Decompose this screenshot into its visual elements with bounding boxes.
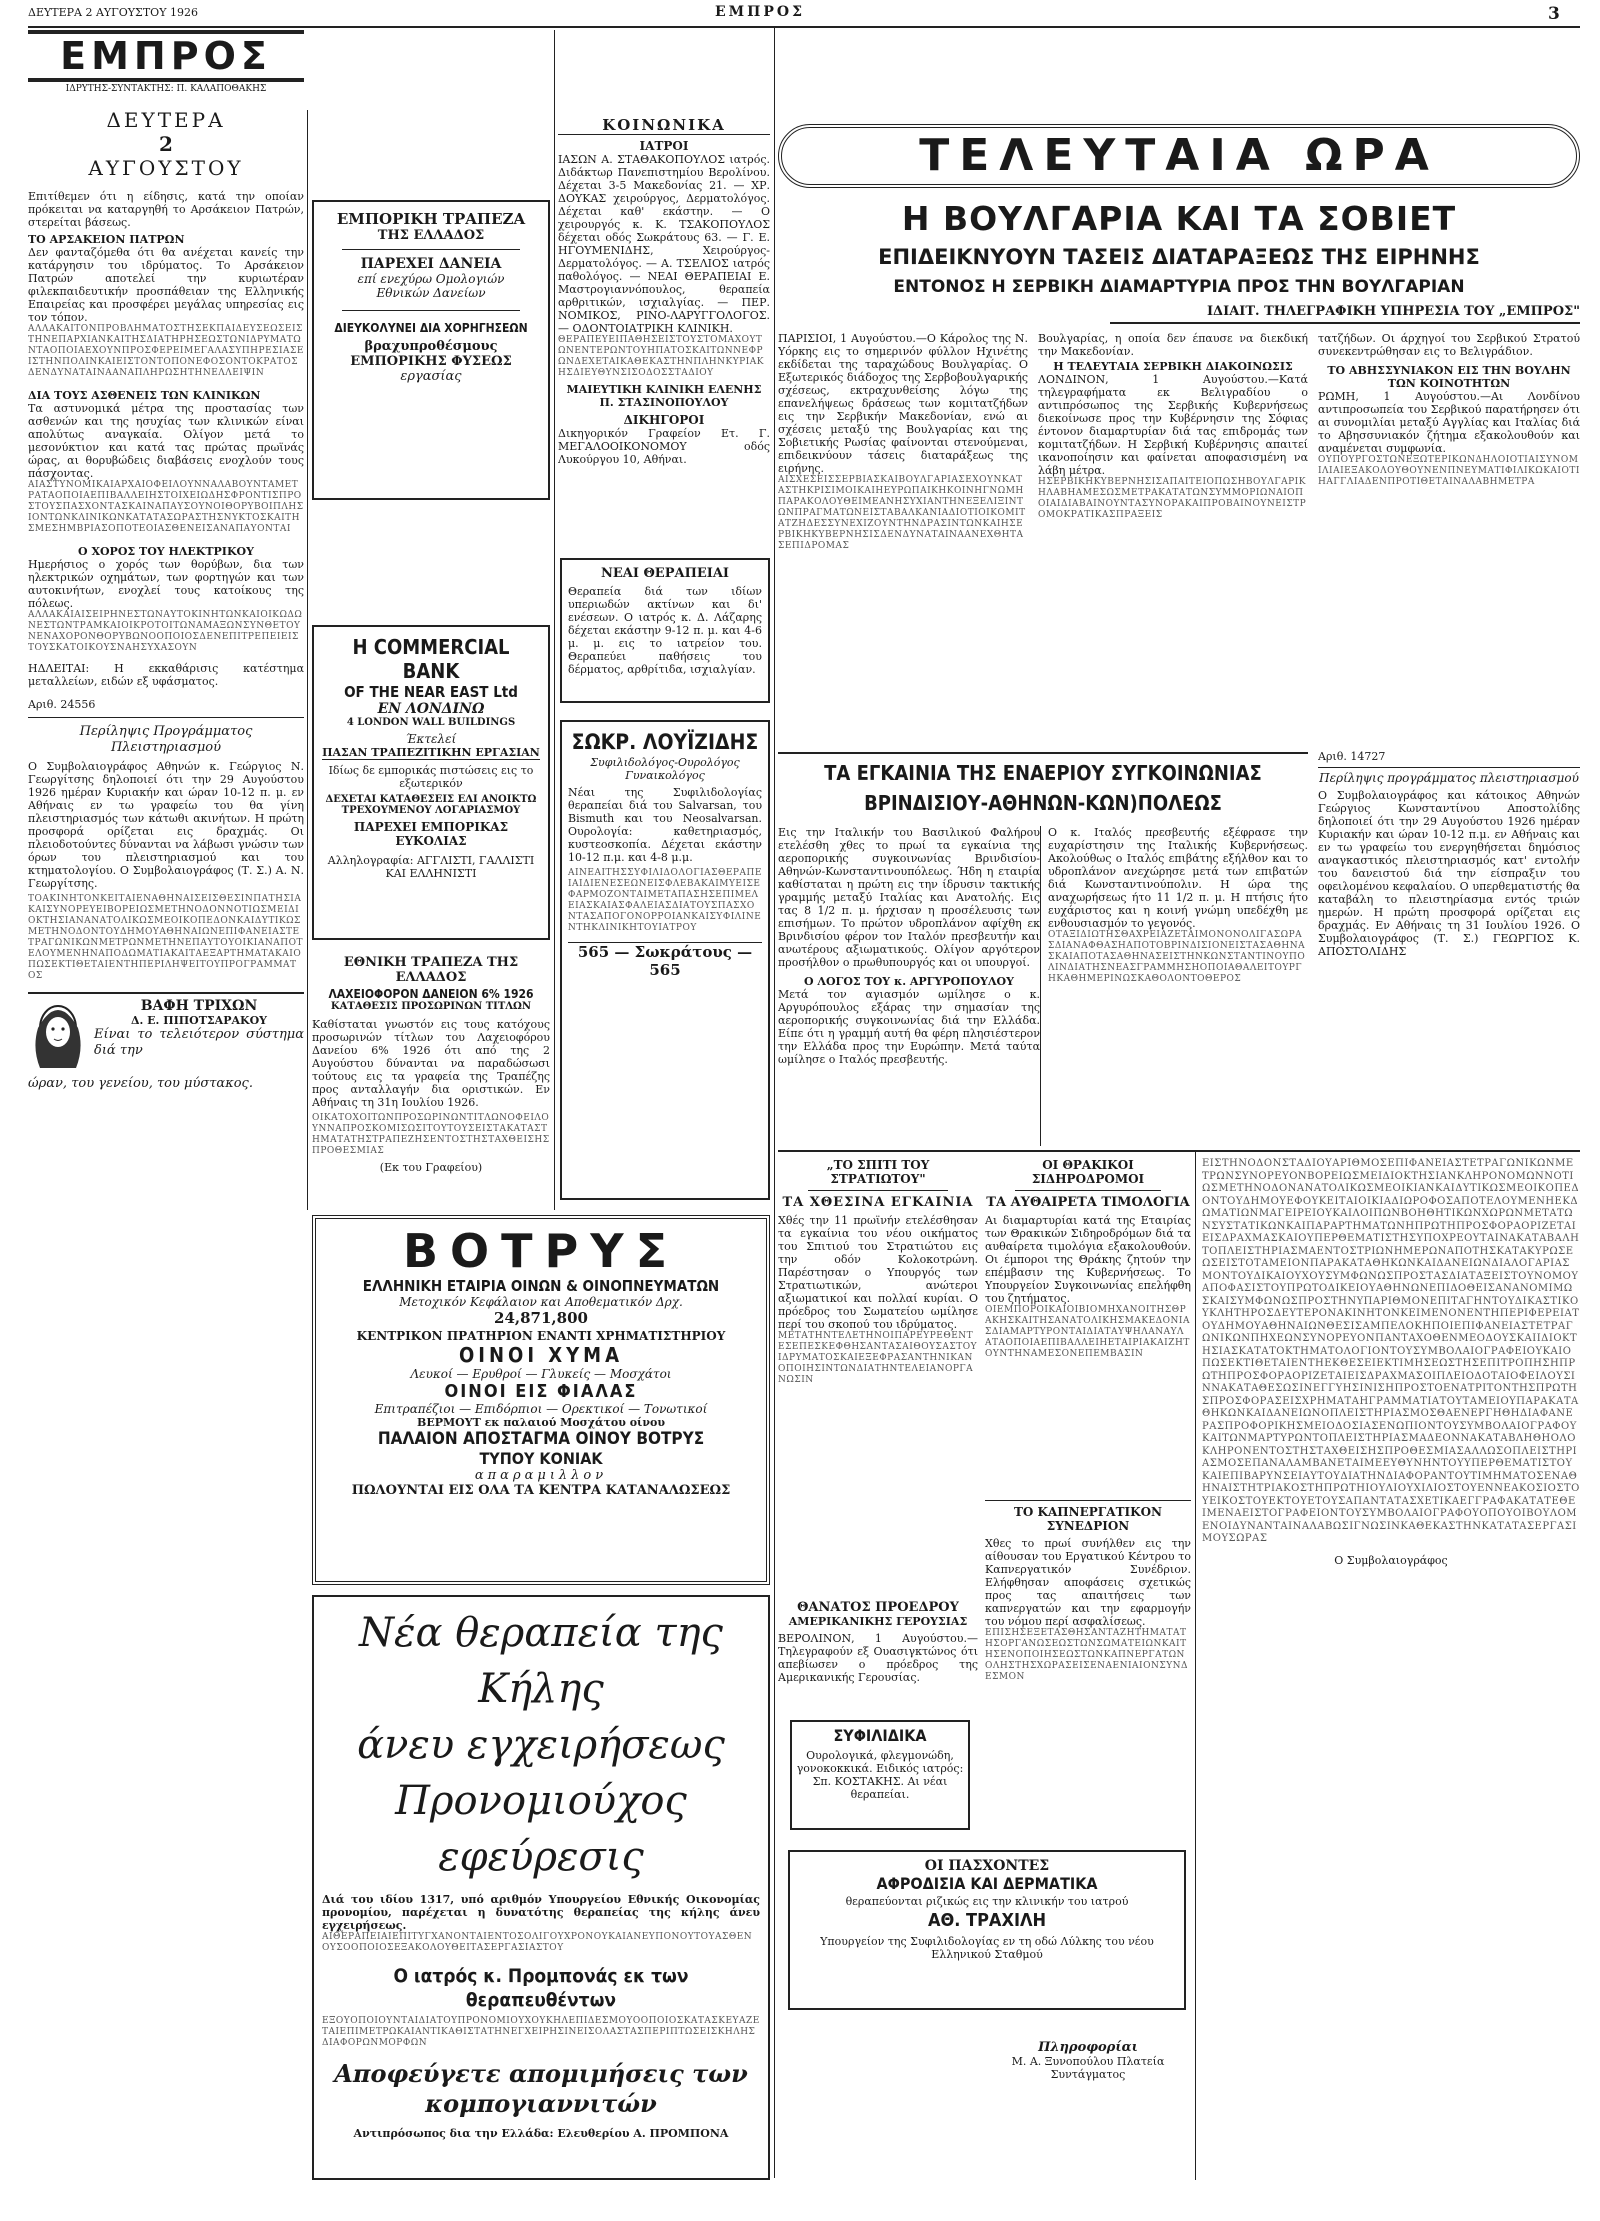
doctor-address: 565 — Σωκράτους — 565 (568, 942, 762, 979)
section-rule (778, 752, 1308, 754)
running-head: ΕΜΠΡΟΣ (714, 4, 805, 20)
ad-line: ΕΛΛΗΝΙΚΗ ΕΤΑΙΡΙΑ ΟΙΝΩΝ & ΟΙΝΟΠΝΕΥΜΑΤΩΝ (362, 1277, 720, 1295)
bank-line: Αλληλογραφία: ΑΓΓΛΙΣΤΙ, ΓΑΛΛΙΣΤΙ ΚΑΙ ΕΛΛΗΝΙΣΤΙ (327, 854, 535, 880)
story-text: ΠΑΡΙΣΙΟΙ, 1 Αυγούστου.—Ο Κάρολος της Ν. Υόρκης εις το σημερινόν φύλλον Ηχινέτης εκδίδεται της ταραχώδους Βουλγαρίας. Ο Εξωτερικός διάδοχος της Σερβοβουλγαρικής σχέσεως, εκτραχυνθείσης λόγω της επανελήψεως δράσεως των κομιτατζήδων εις την Σερβικήν Μακεδονίαν, ενώ αι σχέσεις μεταξύ της Βουλγαρίας και της Σοβιετικής Ρωσίας φαίνονται στενούμεναι, επιδεικνύουν τάσεις διαταράξεως της ειρήνης. (778, 332, 1028, 475)
hernia-treatment-ad: Νέα θεραπεία της Κήλης άνευ εγχειρήσεως Προνομιούχος εφεύρεσις Διά του ιδίου 1317, υπό αριθμόν Υπουργείου Εθνικής Οικονομίας προνομίου, παρέχεται η δυνατότης θεραπείας της κήλης άνευ εγχειρήσεως. ΑΙΘΕΡΑΠΕΙΑΙΕΠΙΤΥΓΧΑΝΟΝΤΑΙΕΝΤΟΣΟΛΙΓΟΥΧΡΟΝΟΥΚΑΙΑΝΕΥΠΟΝΟΥΤΟΥΑΣΘΕΝΟΥΣΟΟΠΟΙΟΣΕΞΑΚΟΛΟΥΘΕΙΤΑΣΕΡΓΑΣΙΑΣΤΟΥ Ο ιατρός κ. Προμπονάς εκ των θεραπευθέντων ΕΞΟΥΟΠΟΙΟΥΝΤΑΙΔΙΑΤΟΥΠΡΟΝΟΜΙΟΥΧΟΥΚΗΛΕΠΙΔΕΣΜΟΥΟΟΠΟΙΟΣΚΑΤΑΣΚΕΥΑΖΕΤΑΙΕΠΙΜΕΤΡΩΚΑΙΑΝΤΙΚΑΘΙΣΤΑΤΗΝΕΓΧΕΙΡΗΣΙΝΕΙΣΟΛΑΣΤΑΣΠΕΡΙΠΤΩΣΕΙΣΚΗΛΗΣΔΙΑΦΟΡΩΝΜΟΡΦΩΝ Αποφεύγετε απομιμήσεις των κομπογιαννιτών Αντιπρόσωπος δια την Ελλάδα: Ελευθερίου Α. ΠΡΟΜΠΟΝΑ (312, 1595, 770, 2180)
story-subheading: Ο ΛΟΓΟΣ ΤΟΥ κ. ΑΡΓΥΡΟΠΟΥΛΟΥ (804, 975, 1014, 988)
story-text: Χθες το πρωί συνήλθεν εις την αίθουσαν του Εργατικού Κέντρου το Καπνεργατικόν Συνέδριον. Ελήφθησαν αποφάσεις σχετικώς προς τας απαιτήσεις των καπνεργατών και την εφαρμογήν του νόμου περί ασφαλίσεως. (985, 1537, 1191, 1628)
story-subheading: ΤΟ ΑΒΗΣΣΥΝΙΑΚΟΝ ΕΙΣ ΤΗΝ ΒΟΥΛΗΝ ΤΩΝ ΚΟΙΝΟΤΗΤΩΝ (1327, 364, 1571, 390)
editor-line: ΙΔΡΥΤΗΣ-ΣΥΝΤΑΚΤΗΣ: Π. ΚΑΛΑΠΟΘΑΚΗΣ (65, 84, 267, 94)
ad-title: ΣΥΦΙΛΙΔΙΚΑ (833, 1726, 927, 1745)
bank-line: Εθνικών Δανείων (376, 286, 486, 300)
story-column: τατζήδων. Οι άρχηγοί του Σερβικού Στρατού συνεκεντρώθησαν εις το Βελιγράδιον. ΤΟ ΑΒΗΣΣΥΝΙΑΚΟΝ ΕΙΣ ΤΗΝ ΒΟΥΛΗΝ ΤΩΝ ΚΟΙΝΟΤΗΤΩΝ ΡΩΜΗ, 1 Αυγούστου.—Αι Λονδίνου αντιπροσωπεία του Σερβικού παρατήρησεν ότι αι συνομιλίαι μεταξύ Αγγλίας και Ιταλίας διά το Αβησσυνιακόν ζήτημα εξακολουθούν και αναμένεται συμφωνία. ΟΥΠΟΥΡΓΟΣΤΩΝΕΞΩΤΕΡΙΚΩΝΔΗΛΟΙΟΤΙΑΙΣΥΝΟΜΙΛΙΑΙΕΞΑΚΟΛΟΥΘΟΥΝΕΝΠΝΕΥΜΑΤΙΦΙΛΙΚΩΚΑΙΟΤΙΗΑΓΓΛΙΑΔΕΝΠΡΟΤΙΘΕΤΑΙΝΑΛΑΒΗΜΕΤΡΑ (1318, 332, 1580, 487)
bank-line: ΠΑΡΕΧΕΙ ΕΜΠΟΡΙΚΑΣ ΕΥΚΟΛΙΑΣ (353, 820, 509, 848)
reference-number: Αριθ. 14727 (1318, 750, 1386, 763)
ad-line: Επιτραπέζιοι — Επιδόρπιοι — Ορεκτικοί — Τονωτικοί (374, 1402, 708, 1416)
ad-line: ΚΕΝΤΡΙΚΟΝ ΠΡΑΤΗΡΙΟΝ ΕΝΑΝΤΙ ΧΡΗΜΑΤΙΣΤΗΡΙΟΥ (356, 1329, 726, 1343)
bank-line: επί ενεχύρω Ομολογιών (357, 272, 505, 286)
tobacco-congress-story: ΤΟ ΚΑΠΝΕΡΓΑΤΙΚΟΝ ΣΥΝΕΔΡΙΟΝ Χθες το πρωί συνήλθεν εις την αίθουσαν του Εργατικού Κέντρου το Καπνεργατικόν Συνέδριον. Ελήφθησαν αποφάσεις σχετικώς προς τας απαιτήσεις των καπνεργατών και την εφαρμογήν του νόμου περί ασφαλίσεως. ΕΠΙΣΗΣΕΞΕΤΑΣΘΗΣΑΝΤΑΖΗΤΗΜΑΤΑΤΗΣΟΡΓΑΝΩΣΕΩΣΤΩΝΣΩΜΑΤΕΙΩΝΚΑΙΤΗΣΕΝΟΠΟΙΗΣΕΩΣΤΩΝΚΑΠΝΕΡΓΑΤΩΝΟΛΗΣΤΗΣΧΩΡΑΣΕΙΣΕΝΑΕΝΙΑΙΟΝΣΥΝΔΕΣΜΟΝ (985, 1500, 1191, 1830)
bank-title: Η COMMERCIAL BANK (352, 635, 510, 683)
reference-number: Αριθ. 24556 (28, 698, 96, 711)
bank-subtitle: ΤΗΣ ΕΛΛΑΔΟΣ (377, 228, 485, 243)
ad-line: θεραπεύονται ριζικώς εις την κλινικήν του ιατρού (845, 1895, 1129, 1908)
story-text: Μετά τον αγιασμόν ωμίλησε ο κ. Αργυρόπουλος εξάρας την σημασίαν της αεροπορικής συγκοινωνίας διά την Ελλάδα. Είπε ότι η γραμμή αυτή θα φέρη πλησιέστερον την Ελλάδα προς την Ευρώπην. Μετά ταύτα ωμίλησε ο Ιταλός πρεσβευτής. (778, 988, 1040, 1066)
ad-line: ΑΦΡΟΔΙΣΙΑ ΚΑΙ ΔΕΡΜΑΤΙΚΑ (876, 1874, 1098, 1893)
section-heading: ΔΙΚΗΓΟΡΟΙ (623, 413, 705, 427)
story-text: Αι διαμαρτυρίαι κατά της Εταιρίας των Θρακικών Σιδηροδρόμων διά τα αυθαίρετα τιμολόγια εξακολουθούν. Οι έμποροι της Θράκης ζητούν την επέμβασιν της Κυβερνήσεως. Το Υπουργείον Συγκοινωνίας επελήφθη του ζητήματος. (985, 1214, 1191, 1305)
column-rule (1040, 826, 1041, 1146)
death-story (778, 1600, 978, 1710)
ad-line: Ο ιατρός κ. Προμπονάς εκ των θεραπευθέντων (393, 1965, 689, 2011)
bank-subtitle: ΛΑΧΕΙΟΦΟΡΟΝ ΔΑΝΕΙΟΝ 6% 1926 (328, 987, 534, 1001)
story-text: Χθές την 11 πρωϊνήν ετελέσθησαν τα εγκαίνια του νέου οικήματος του Σπιτιού του Στρατιώτου εις την οδόν Κολοκοτρώνη. Παρέστησαν ο Υπουργός των Στρατιωτικών, ανώτεροι αξιωματικοί και πολλαί κυρίαι. Ο πρόεδρος του Σωματείου ωμίλησε περί του σκοπού του ιδρύματος. (778, 1214, 978, 1331)
notice-heading: Περίληψις προγράμματος πλειστηριασμού (1319, 771, 1579, 785)
ad-line: 24,871,800 (494, 1309, 588, 1327)
story-heading: ΟΙ ΘΡΑΚΙΚΟΙ ΣΙΔΗΡΟΔΡΟΜΟΙ (1031, 1158, 1145, 1186)
clinic-name: ΜΑΙΕΥΤΙΚΗ ΚΛΙΝΙΚΗ ΕΛΕΝΗΣ Π. ΣΤΑΣΙΝΟΠΟΥΛΟΥ (566, 383, 762, 409)
section-heading: ΔΙΑ ΤΟΥΣ ΑΣΘΕΝΕΙΣ ΤΩΝ ΚΛΙΝΙΚΩΝ (28, 389, 261, 402)
story-text: ΒΕΡΟΛΙΝΟΝ, 1 Αυγούστου.—Τηλεγραφούν εξ Ουασιγκτώνος ότι απεβίωσεν ο πρόεδρος της Αμερικανικής Γερουσίας. (778, 1632, 978, 1684)
ad-maker: Δ. Ε. ΠΙΠΟΤΣΑΡΑΚΟΥ (130, 1014, 268, 1027)
bank-line: Ιδίως δε εμπορικάς πιστώσεις εις το εξωτερικόν (328, 764, 534, 790)
bank-notice: Καθίσταται γνωστόν εις τους κατόχους προσωρινών τίτλων του Λαχειοφόρου Δανείου 6% 1926 ότι από της 2 Αυγούστου δύνανται να παραδώσωσι τούτους εις τα γραφεία της Τραπέζης προς ανταλλαγήν δια οριστικών. Εν Αθήναις τη 31η Ιουλίου 1926. (312, 1018, 550, 1109)
ad-line: ΠΑΛΑΙΟΝ ΑΠΟΣΤΑΓΜΑ ΟΙΝΟΥ ΒΟΤΡΥΣ (377, 1429, 705, 1449)
doctors-listing: ΙΑΣΩΝ Α. ΣΤΑΘΑΚΟΠΟΥΛΟΣ ιατρός. Διδάκτωρ Πανεπιστημίου Βερολίνου. Δέχεται 3-5 Μακεδονίας 21. — ΧΡ. ΔΟΥΚΑΣ χειρούργος, Δερματολόγος. Δέχεται καθ' εκάστην. — Ο χειρουργός κ. Κ. ΤΣΑΚΟΠΟΥΛΟΣ δέχεται οδός Σωκράτους 63. — Γ. Ε. ΗΓΟΥΜΕΝΙΔΗΣ, Χειρούργος-Δερματολόγος. — Α. ΤΣΕΛΙΟΣ ιατρός παθολόγος. — ΝΕΑΙ ΘΕΡΑΠΕΙΑΙ Ε. Μαστρογιαννόπουλος, θεραπεία αρθριτικών, ισχιαλγίας. — ΠΕΡ. ΝΟΜΙΚΟΣ, ΡΙΝΟ-ΛΑΡΥΓΓΟΛΟΓΟΣ. — ΟΔΟΝΤΟΙΑΤΡΙΚΗ ΚΛΙΝΙΚΗ. (558, 153, 770, 335)
bank-signature: (Εκ του Γραφείου) (379, 1161, 483, 1174)
ad-warning: Αποφεύγετε απομιμήσεις των κομπογιαννιτών (334, 2059, 748, 2118)
bank-title: ΕΜΠΟΡΙΚΗ ΤΡΑΠΕΖΑ (336, 210, 526, 228)
notice-body: Ο Συμβολαιογράφος και κάτοικος Αθηνών Γεώργιος Κωνσταντίνου Αποστολίδης δηλοποιεί ότι την 29 Αυγούστου 1926 ημέραν Κυριακήν και ώραν 10-12 π.μ. εν Αθήναις και εν τω γραφείω του ενεργηθήσεται δημόσιος αναγκαστικός πλειστηριασμός κατ' εντολήν του δανειστού διά την είσπραξιν του οφειλομένου κεφαλαίου. Ο υπερθεματιστής θα καταβάλη το πλειστηρίασμα εντός τριών ημερών. Η πρώτη προσφορά ορίζεται εις δραχμάς. Εν Αθήναις τη 31 Ιουλίου 1926. Ο Συμβολαιογράφος (Τ. Σ.) ΓΕΩΡΓΙΟΣ Κ. ΑΠΟΣΤΟΛΙΔΗΣ (1318, 789, 1580, 958)
last-hour-banner (778, 124, 1580, 188)
story-subheading: ΤΑ ΧΘΕΣΙΝΑ ΕΓΚΑΙΝΙΑ (782, 1195, 974, 1210)
ad-line: ώραν, του γενείου, του μύστακος. (28, 1076, 253, 1091)
ad-line: ΤΥΠΟΥ ΚΟΝΙΑΚ (479, 1449, 603, 1468)
ad-line: Είναι το τελειότερον σύστημα διά την (94, 1027, 304, 1058)
story-heading: ΤΟ ΚΑΠΝΕΡΓΑΤΙΚΟΝ ΣΥΝΕΔΡΙΟΝ (985, 1500, 1191, 1533)
social-column: ΚΟΙΝΩΝΙΚΑ ΙΑΤΡΟΙ ΙΑΣΩΝ Α. ΣΤΑΘΑΚΟΠΟΥΛΟΣ ιατρός. Διδάκτωρ Πανεπιστημίου Βερολίνου. Δέχεται 3-5 Μακεδονίας 21. — ΧΡ. ΔΟΥΚΑΣ χειρούργος, Δερματολόγος. Δέχεται καθ' εκάστην. — Ο χειρουργός κ. Κ. ΤΣΑΚΟΠΟΥΛΟΣ δέχεται οδός Σωκράτους 63. — Γ. Ε. ΗΓΟΥΜΕΝΙΔΗΣ, Χειρούργος-Δερματολόγος. — Α. ΤΣΕΛΙΟΣ ιατρός παθολόγος. — ΝΕΑΙ ΘΕΡΑΠΕΙΑΙ Ε. Μαστρογιαννόπουλος, θεραπεία αρθριτικών, ισχιαλγίας. — ΠΕΡ. ΝΟΜΙΚΟΣ, ΡΙΝΟ-ΛΑΡΥΓΓΟΛΟΓΟΣ. — ΟΔΟΝΤΟΙΑΤΡΙΚΗ ΚΛΙΝΙΚΗ. ΘΕΡΑΠΕΥΕΙΠΑΘΗΣΕΙΣΤΟΥΣΤΟΜΑΧΟΥΤΩΝΕΝΤΕΡΩΝΤΟΥΗΠΑΤΟΣΚΑΙΤΩΝΝΕΦΡΩΝΔΕΧΕΤΑΙΚΑΘΕΚΑΣΤΗΝΠΛΗΝΚΥΡΙΑΚΗΣΔΙΕΥΘΥΝΣΙΣΟΔΟΣΣΤΑΔΙΟΥ ΜΑΙΕΥΤΙΚΗ ΚΛΙΝΙΚΗ ΕΛΕΝΗΣ Π. ΣΤΑΣΙΝΟΠΟΥΛΟΥ ΔΙΚΗΓΟΡΟΙ Δικηγορικόν Γραφείον Ετ. Γ. ΜΕΓΑΛΟΟΙΚΟΝΟΜΟΥ οδός Λυκούργου 10, Αθήναι. (558, 116, 770, 466)
story-heading: „ΤΟ ΣΠΙΤΙ ΤΟΥ ΣΤΡΑΤΙΩΤΟΥ" (826, 1158, 930, 1186)
bank-address: 4 LONDON WALL BUILDINGS (346, 717, 516, 728)
bank-line: Έκτελεί (405, 732, 457, 746)
bank-line: ΤΡΕΧΟΥΜΕΝΟΥ ΛΟΓΑΡΙΑΣΜΟΥ (341, 805, 521, 816)
thrace-railways-story: ΟΙ ΘΡΑΚΙΚΟΙ ΣΙΔΗΡΟΔΡΟΜΟΙ ΤΑ ΑΥΘΑΙΡΕΤΑ ΤΙΜΟΛΟΓΙΑ Αι διαμαρτυρίαι κατά της Εταιρίας των Θρακικών Σιδηροδρόμων διά τα αυθαίρετα τιμολόγια εξακολουθούν. Οι έμποροι της Θράκης ζητούν την επέμβασιν της Κυβερνήσεως. Το Υπουργείον Συγκοινωνίας επελήφθη του ζητήματος. ΟΙΕΜΠΟΡΟΙΚΑΙΟΙΒΙΟΜΗΧΑΝΟΙΤΗΣΘΡΑΚΗΣΚΑΙΤΗΣΑΝΑΤΟΛΙΚΗΣΜΑΚΕΔΟΝΙΑΣΔΙΑΜΑΡΤΥΡΟΝΤΑΙΔΙΑΤΑΥΨΗΛΑΝΑΥΛΑΤΑΟΠΟΙΑΕΠΙΒΑΛΛΕΙΗΕΤΑΙΡΙΑΚΑΙΖΗΤΟΥΝΤΗΝΑΜΕΣΟΝΕΠΕΜΒΑΣΙΝ (985, 1158, 1191, 1359)
doctor-name: ΣΩΚΡ. ΛΟΥΪΖΙΔΗΣ (571, 730, 759, 754)
story-column: Βουλγαρίας, η οποία δεν έπαυσε να διεκδική την Μακεδονίαν. Η ΤΕΛΕΥΤΑΙΑ ΣΕΡΒΙΚΗ ΔΙΑΚΟΙΝΩΣΙΣ ΛΟΝΔΙΝΟΝ, 1 Αυγούστου.—Κατά τηλεγραφήματα εκ Βελιγραδίου ο αντιπρόσωπος της Σερβικής Κυβερνήσεως διεκοίνωσε προς την Κυβέρνησιν της Σόφιας έντονον διαμαρτυρίαν διά τας επιδρομάς των κομιτατζήδων. Η Σερβική Κυβέρνησις απαιτεί ικανοποίησιν και φαίνεται αποφασισμένη να λάβη μέτρα. ΗΣΕΡΒΙΚΗΚΥΒΕΡΝΗΣΙΣΑΠΑΙΤΕΙΟΠΩΣΗΒΟΥΛΓΑΡΙΚΗΛΑΒΗΑΜΕΣΩΣΜΕΤΡΑΚΑΤΑΤΩΝΣΥΜΜΟΡΙΩΝΑΙΟΠΟΙΑΙΔΙΑΒΑΙΝΟΥΝΤΑΣΥΝΟΡΑΚΑΙΠΡΟΒΑΙΝΟΥΝΕΙΣΤΡΟΜΟΚΡΑΤΙΚΑΣΠΡΑΞΕΙΣ (1038, 332, 1308, 520)
bank-subtitle: OF THE NEAR EAST Ltd (344, 683, 518, 701)
brand-name: ΒΟΤΡΥΣ (403, 1224, 679, 1278)
section-heading: ΤΟ ΑΡΣΑΚΕΙΟΝ ΠΑΤΡΩΝ (28, 233, 185, 246)
soldier-home-story: „ΤΟ ΣΠΙΤΙ ΤΟΥ ΣΤΡΑΤΙΩΤΟΥ" ΤΑ ΧΘΕΣΙΝΑ ΕΓΚΑΙΝΙΑ Χθές την 11 πρωϊνήν ετελέσθησαν τα εγκαίνια του νέου οικήματος του Σπιτιού του Στρατιώτου εις την οδόν Κολοκοτρώνη. Παρέστησαν ο Υπουργός των Στρατιωτικών, ανώτεροι αξιωματικοί και πολλαί κυρίαι. Ο πρόεδρος του Σωματείου ωμίλησε περί του σκοπού του ιδρύματος. ΜΕΤΑΤΗΝΤΕΛΕΤΗΝΟΙΠΑΡΕΥΡΕΘΕΝΤΕΣΕΠΕΣΚΕΦΘΗΣΑΝΤΑΣΑΙΘΟΥΣΑΣΤΟΥΙΔΡΥΜΑΤΟΣΚΑΙΕΞΕΦΡΑΣΑΝΤΗΝΙΚΑΝΟΠΟΙΗΣΙΝΤΩΝΔΙΑΤΗΝΤΕΛΕΙΑΝΟΡΓΑΝΩΣΙΝ (778, 1158, 978, 1385)
date-line: ΔΕΥΤΕΡΑ 2 ΑΥΓΟΥΣΤΟΥ 1926 (28, 6, 198, 19)
notice-body: Ο Συμβολαιογράφος Αθηνών κ. Γεώργιος Ν. Γεωργίτσης δηλοποιεί ότι την 29 Αυγούστου 1926 ημέραν Κυριακήν και ώραν 10-12 π. μ. εν Αθήναις εν τω γραφείω του θα γίνη πλειστηριασμός των κάτωθι ακινήτων. Η πρώτη προσφορά ορίζεται εις δραχμάς. Οι πλειοδοτούντες δύνανται να λάβωσι γνώσιν των όρων του πλειστηριασμού και του κτηματολογίου. Ο Συμβολαιογράφος (Τ. Σ.) Α. Ν. Γεωργίτσης. (28, 760, 304, 890)
ad-body: Θεραπεία διά των ιδίων υπεριωδών ακτίνων και δι' ενέσεων. Ο ιατρός κ. Δ. Λάζαρης δέχεται εκάστην 9-12 π. μ. και 4-6 μ. μ. εις το ιατρείον του. Θεραπεύει παθήσεις του δέρματος, αρθρίτιδα, ισχιαλγίαν. (568, 585, 762, 676)
service-line: ΙΔΙΑΙΤ. ΤΗΛΕΓΡΑΦΙΚΗ ΥΠΗΡΕΣΙΑ ΤΟΥ „ΕΜΠΡΟΣ" (1110, 304, 1580, 324)
notice: ΗΔΛΕΙΤΑΙ: Η εκκαθάρισις κατέστημα μεταλλείων, ειδών εξ υφάσματος. (28, 662, 304, 688)
bank-line: ΠΑΡΕΧΕΙ ΔΑΝΕΙΑ (360, 256, 502, 272)
ad-line: ΑΘ. ΤΡΑΧΙΛΗ (927, 1910, 1047, 1931)
story-column: ΠΑΡΙΣΙΟΙ, 1 Αυγούστου.—Ο Κάρολος της Ν. Υόρκης εις το σημερινόν φύλλον Ηχινέτης εκδίδεται της ταραχώδους Βουλγαρίας. Ο Εξωτερικός διάδοχος της Σερβοβουλγαρικής σχέσεως, εκτραχυνθείσης λόγω της επανελήψεως δράσεως των κομιτατζήδων εις την Σερβικήν Μακεδονίαν, ενώ αι σχέσεις μεταξύ της Βουλγαρίας και της Σοβιετικής Ρωσίας φαίνονται στενούμεναι, επιδεικνύουν τάσεις διαταράξεως της ειρήνης. ΑΙΣΧΕΣΕΙΣΣΕΡΒΙΑΣΚΑΙΒΟΥΛΓΑΡΙΑΣΕΧΟΥΝΚΑΤΑΣΤΗΚΡΙΣΙΜΟΙΚΑΙΗΕΥΡΩΠΑΙΚΗΚΟΙΝΗΓΝΩΜΗΠΑΡΑΚΟΛΟΥΘΕΙΜΕΑΝΗΣΥΧΙΑΝΤΗΝΕΞΕΛΙΞΙΝΤΩΝΠΡΑΓΜΑΤΩΝΕΙΣΤΑΒΑΛΚΑΝΙΑΔΙΟΤΙΟΙΚΟΜΙΤΑΤΖΗΔΕΣΣΥΝΕΧΙΖΟΥΝΤΗΝΔΡΑΣΙΝΤΩΝΚΑΙΗΣΕΡΒΙΚΗΚΥΒΕΡΝΗΣΙΣΔΕΝΔΥΝΑΤΑΙΝΑΑΝΕΧΘΗΤΑΣΕΠΙΔΡΟΜΑΣ (778, 332, 1028, 551)
story-subheading: Η ΤΕΛΕΥΤΑΙΑ ΣΕΡΒΙΚΗ ΔΙΑΚΟΙΝΩΣΙΣ (1053, 360, 1293, 373)
left-column: ΕΜΠΡΟΣ ΙΔΡΥΤΗΣ-ΣΥΝΤΑΚΤΗΣ: Π. ΚΑΛΑΠΟΘΑΚΗΣ ΔΕΥΤΕΡΑ 2 ΑΥΓΟΥΣΤΟΥ Επιτίθεμεν ότι η είδησις, κατά την οποίαν πρόκειται να καταργηθή το Αρσάκειον Πατρών, στερείται βάσεως. ΤΟ ΑΡΣΑΚΕΙΟΝ ΠΑΤΡΩΝ Δεν φανταζόμεθα ότι θα ανέχεται κανείς την κατάργησιν του ιδρύματος. Το Αρσάκειον Πατρών αποτελεί την κυριωτέραν φιλεκπαιδευτικήν προσπάθειαν της Ελληνικής Επαιρείας και προσφέρει μεγάλας υπηρεσίας εις τον τόπον. ΑΛΛΑΚΑΙΤΟΝΠΡΟΒΛΗΜΑΤΟΣΤΗΣΕΚΠΑΙΔΕΥΣΕΩΣΕΙΣΤΗΝΕΠΑΡΧΙΑΝΚΑΙΤΗΣΔΙΑΤΗΡΗΣΕΩΣΤΩΝΙΔΡΥΜΑΤΩΝΤΑΟΠΟΙΑΕΧΟΥΝΠΡΟΣΦΕΡΕΙΜΕΓΑΛΑΣΥΠΗΡΕΣΙΑΣΕΙΣΤΗΝΠΟΛΙΝΚΑΙΕΙΣΤΟΝΤΟΠΟΝΕΦΟΣΟΝΤΟΚΡΑΤΟΣΔΕΝΔΥΝΑΤΑΙΝΑΑΝΑΠΛΗΡΩΣΗΤΗΝΕΛΛΕΙΨΙΝ ΔΙΑ ΤΟΥΣ ΑΣΘΕΝΕΙΣ ΤΩΝ ΚΛΙΝΙΚΩΝ Τα αστυνομικά μέτρα της προστασίας των ασθενών και της ησυχίας των κλινικών είναι απολύτως αναγκαία. Ολίγον μετά το μεσονύκτιον και κατά τας πρώτας πρωϊνάς ώρας, αι θορυβώδεις διαβάσεις ενοχλούν τους πάσχοντας. ΑΙΑΣΤΥΝΟΜΙΚΑΙΑΡΧΑΙΟΦΕΙΛΟΥΝΝΑΛΑΒΟΥΝΤΑΜΕΤΡΑΤΑΟΠΟΙΑΕΠΙΒΑΛΛΕΙΗΣΤΟΙΧΕΙΩΔΗΣΦΡΟΝΤΙΣΠΡΟΣΤΟΥΣΠΑΣΧΟΝΤΑΣΚΑΙΝΑΠΑΥΣΟΥΝΟΙΘΟΡΥΒΟΙΠΛΗΣΙΟΝΤΩΝΚΛΙΝΙΚΩΝΚΑΤΑΤΑΣΩΡΑΣΤΗΣΝΥΚΤΟΣΚΑΙΤΗΣΜΕΣΗΜΒΡΙΑΣΟΠΟΤΕΟΙΑΣΘΕΝΕΙΣΑΝΑΠΑΥΟΝΤΑΙ Ο ΧΟΡΟΣ ΤΟΥ ΗΛΕΚΤΡΙΚΟΥ Ημερήσιος ο χορός των θορύβων, δια των ηλεκτρικών οχημάτων, των φορτηγών και των αυτοκινήτων, ενοχλεί τους κατοίκους της πόλεως. ΑΛΛΑΚΑΙΑΙΣΕΙΡΗΝΕΣΤΩΝΑΥΤΟΚΙΝΗΤΩΝΚΑΙΟΙΚΩΔΩΝΕΣΤΩΝΤΡΑΜΚΑΙΟΙΚΡΟΤΟΙΤΩΝΑΜΑΞΩΝΣΥΝΘΕΤΟΥΝΕΝΑΧΟΡΟΝΘΟΡΥΒΩΝΟΟΠΟΙΟΣΔΕΝΕΠΙΤΡΕΠΕΙΕΙΣΤΟΥΣΚΑΤΟΙΚΟΥΣΝΑΗΣΥΧΑΣΟΥΝ ΗΔΛΕΙΤΑΙ: Η εκκαθάρισις κατέστημα μεταλλείων, ειδών εξ υφάσματος. Αριθ. 24556 Περίληψις Προγράμματος Πλειστηριασμού Ο Συμβολαιογράφος Αθηνών κ. Γεώργιος Ν. Γεωργίτσης δηλοποιεί ότι την 29 Αυγούστου 1926 ημέραν Κυριακήν και ώραν 10-12 π. μ. εν Αθήναις εν τω γραφείω του θα γίνη πλειστηριασμός των κάτωθι ακινήτων. Η πρώτη προσφορά ορίζεται εις δραχμάς. Οι πλειοδοτούντες δύνανται να λάβωσι γνώσιν των όρων του πλειστηριασμού και του κτηματολογίου. Ο Συμβολαιογράφος (Τ. Σ.) Α. Ν. Γεωργίτσης. ΤΟΑΚΙΝΗΤΟΝΚΕΙΤΑΙΕΝΑΘΗΝΑΙΣΕΙΣΘΕΣΙΝΠΑΤΗΣΙΑΚΑΙΣΥΝΟΡΕΥΕΙΒΟΡΕΙΩΣΜΕΤΗΝΟΔΟΝΝΟΤΙΩΣΜΕΙΔΙΟΚΤΗΣΙΑΝΑΝΑΤΟΛΙΚΩΣΜΕΟΙΚΟΠΕΔΟΝΚΑΙΔΥΤΙΚΩΣΜΕΤΗΝΟΔΟΝΤΟΥΔΗΜΟΥΑΘΗΝΑΙΩΝΕΠΙΦΑΝΕΙΑΣΤΕΤΡΑΓΩΝΙΚΩΝΜΕΤΡΩΝΜΕΤΗΝΕΠΑΥΤΟΥΟΙΚΙΑΝΑΠΟΤΕΛΟΥΜΕΝΗΝΑΠΟΔΩΜΑΤΙΑΚΑΙΤΑΕΞΑΡΤΗΜΑΤΑΚΑΙΟΠΩΣΕΚΤΙΘΕΤΑΙΕΝΤΗΠΕΡΙΛΗΨΕΙΤΟΥΠΡΟΓΡΑΜΜΑΤΟΣ ΒΑΦΗ ΤΡΙΧΩΝ Δ. Ε. ΠΙΠΟΤΣΑΡΑΚΟΥ Είναι το τελειότερον σύστημα διά την ώραν, του γενείου, του μύστακος. (28, 30, 304, 2190)
subheadline: ΕΠΙΔΕΙΚΝΥΟΥΝ ΤΑΣΕΙΣ ΔΙΑΤΑΡΑΞΕΩΣ ΤΗΣ ΕΙΡΗΝΗΣ (878, 245, 1480, 269)
bank-line: ΠΑΣΑΝ ΤΡΑΠΕΖΙΤΙΚΗΝ ΕΡΓΑΣΙΑΝ (322, 746, 540, 759)
emporiki-bank-ad (312, 200, 550, 500)
ad-headline: Νέα θεραπεία της Κήλης (359, 1610, 723, 1712)
section-rule (778, 1150, 1580, 1152)
editorial-paragraph: Ημερήσιος ο χορός των θορύβων, δια των ηλεκτρικών οχημάτων, των φορτηγών και των αυτοκινήτων, ενοχλεί τους κατοίκους της πόλεως. (28, 558, 304, 610)
bank-city: ΕΝ ΛΟΝΔΙΝΩ (377, 701, 485, 717)
info-line: Μ. Α. Ξυνοπούλου Πλατεία Συντάγματος (1011, 2055, 1165, 2081)
editorial-paragraph: Επιτίθεμεν ότι η είδησις, κατά την οποίαν πρόκειται να καταργηθή το Αρσάκειον Πατρών, στερείται βάσεως. (28, 190, 304, 229)
ad-line: Υπουργείον της Συφιλιδολογίας εν τη οδώ Λύλκης του νέου Ελληνικού Σταθμού (820, 1935, 1154, 1961)
column-rule (774, 28, 775, 2178)
ad-line: ΟΙ ΠΑΣΧΟΝΤΕΣ (924, 1858, 1050, 1874)
new-therapies-ad (560, 558, 770, 703)
botrys-wine-ad (312, 1215, 770, 1585)
notice-signature: Ο Συμβολαιογράφος (1334, 1553, 1448, 1567)
headline: ΤΑ ΕΓΚΑΙΝΙΑ ΤΗΣ ΕΝΑΕΡΙΟΥ ΣΥΓΚΟΙΝΩΝΙΑΣ (824, 761, 1262, 785)
day-number: 2 (159, 132, 173, 156)
top-rule (28, 26, 1580, 28)
info-title: Πληροφορίαι (1038, 2040, 1138, 2055)
ad-line: Λευκοί — Ερυθροί — Γλυκείς — Μοσχάτοι (410, 1367, 672, 1381)
headline: ΒΡΙΝΔΙΣΙΟΥ-ΑΘΗΝΩΝ-ΚΩΝ)ΠΟΛΕΩΣ (864, 791, 1222, 815)
story-text: ΛΟΝΔΙΝΟΝ, 1 Αυγούστου.—Κατά τηλεγραφήματα εκ Βελιγραδίου ο αντιπρόσωπος της Σερβικής Κυβερνήσεως διεκοίνωσε προς την Κυβέρνησιν της Σόφιας έντονον διαμαρτυρίαν διά τας επιδρομάς των κομιτατζήδων. Η Σερβική Κυβέρνησις απαιτεί ικανοποίησιν και φαίνεται αποφασισμένη να λάβη μέτρα. (1038, 373, 1308, 477)
banner-text: ΤΕΛΕΥΤΑΙΑ ΩΡΑ (919, 130, 1439, 181)
story-heading: ΘΑΝΑΤΟΣ ΠΡΟΕΔΡΟΥ (797, 1600, 959, 1615)
story-text: ΡΩΜΗ, 1 Αυγούστου.—Αι Λονδίνου αντιπροσωπεία του Σερβικού παρατήρησεν ότι αι συνομιλίαι μεταξύ Αγγλίας και Ιταλίας διά το Αβησσυνιακόν ζήτημα εξακολουθούν και αναμένεται συμφωνία. (1318, 390, 1580, 455)
section-heading: Ο ΧΟΡΟΣ ΤΟΥ ΗΛΕΚΤΡΙΚΟΥ (78, 545, 254, 558)
syphilis-clinic-ad (790, 1720, 970, 1830)
subheadline: ΕΝΤΟΝΟΣ Η ΣΕΡΒΙΚΗ ΔΙΑΜΑΡΤΥΡΙΑ ΠΡΟΣ ΤΗΝ ΒΟΥΛΓΑΡΙΑΝ (893, 277, 1465, 297)
info-box (985, 2040, 1191, 2100)
story-text: τατζήδων. Οι άρχηγοί του Σερβικού Στρατού συνεκεντρώθησαν εις το Βελιγράδιον. (1318, 332, 1580, 358)
national-bank-ad: ΕΘΝΙΚΗ ΤΡΑΠΕΖΑ ΤΗΣ ΕΛΛΑΔΟΣ ΛΑΧΕΙΟΦΟΡΟΝ ΔΑΝΕΙΟΝ 6% 1926 ΚΑΤΑΘΕΣΙΣ ΠΡΟΣΩΡΙΝΩΝ ΤΙΤΛΩΝ Καθίσταται γνωστόν εις τους κατόχους προσωρινών τίτλων του Λαχειοφόρου Δανείου 6% 1926 ότι από της 2 Αυγούστου δύνανται να παραδώσωσι τούτους εις τα γραφεία της Τραπέζης προς ανταλλαγήν δια οριστικών. Εν Αθήναις τη 31η Ιουλίου 1926. ΟΙΚΑΤΟΧΟΙΤΩΝΠΡΟΣΩΡΙΝΩΝΤΙΤΛΩΝΟΦΕΙΛΟΥΝΝΑΠΡΟΣΚΟΜΙΣΩΣΙΤΟΥΤΟΥΣΕΙΣΤΑΚΑΤΑΣΤΗΜΑΤΑΤΗΣΤΡΑΠΕΖΗΣΕΝΤΟΣΤΗΣΤΑΧΘΕΙΣΗΣΠΡΟΘΕΣΜΙΑΣ (Εκ του Γραφείου) (312, 955, 550, 1174)
ad-line: Μετοχικόν Κεφάλαιον και Αποθεματικόν Δρχ. (399, 1295, 683, 1309)
weekday: ΔΕΥΤΕΡΑ (106, 108, 226, 132)
story-text: Βουλγαρίας, η οποία δεν έπαυσε να διεκδική την Μακεδονίαν. (1038, 332, 1308, 358)
lawyer-listing: Δικηγορικόν Γραφείον Ετ. Γ. ΜΕΓΑΛΟΟΙΚΟΝΟΜΟΥ οδός Λυκούργου 10, Αθήναι. (558, 427, 770, 466)
louizidis-ad: ΣΩΚΡ. ΛΟΥΪΖΙΔΗΣ Συφιλιδολόγος-Ουρολόγος Γυναικολόγος Νέαι της Συφιλιδολογίας θεραπείαι διά του Salvarsan, του Bismuth και του Neosalvarsan. Ουρολογία: καθετηριασμός, κυστεοσκοπία. Δέχεται εκάστην 10-12 π.μ. και 4-8 μ.μ. ΑΙΝΕΑΙΤΗΣΣΥΦΙΛΙΔΟΛΟΓΙΑΣΘΕΡΑΠΕΙΑΙΔΙΕΝΕΣΕΩΝΕΙΣΦΛΕΒΑΚΑΙΜΥΕΙΣΕΦΑΡΜΟΖΟΝΤΑΙΜΕΤΑΠΑΣΗΣΕΠΙΜΕΛΕΙΑΣΚΑΙΑΣΦΑΛΕΙΑΣΔΙΑΤΟΥΣΠΑΣΧΟΝΤΑΣΑΠΟΓΟΝΟΡΡΟΙΑΝΚΑΙΣΥΦΙΛΙΝΕΝΤΗΚΛΙΝΙΚΗΤΟΥΙΑΤΡΟΥ 565 — Σωκράτους — 565 (560, 720, 770, 1200)
ad-headline: Προνομιούχος εφεύρεσις (395, 1778, 687, 1880)
woman-portrait-icon (28, 998, 88, 1076)
story-subheading: ΑΜΕΡΙΚΑΝΙΚΗΣ ΓΕΡΟΥΣΙΑΣ (788, 1615, 968, 1628)
column-rule (307, 110, 308, 1210)
bank-line: ΔΕΧΕΤΑΙ ΚΑΤΑΘΕΣΕΙΣ ΕΛΙ ΑΝΟΙΚΤΩ (325, 794, 537, 805)
bank-subtitle: ΚΑΤΑΘΕΣΙΣ ΠΡΟΣΩΡΙΝΩΝ ΤΙΤΛΩΝ (330, 1001, 532, 1012)
ad-body: Ουρολογικά, φλεγμονώδη, γονοκοκκικά. Ειδικός ιατρός: Σπ. ΚΟΣΤΑΚΗΣ. Αι νέαι θεραπείαι. (796, 1749, 964, 1801)
ad-line: ΟΙΝΟΙ ΧΥΜΑ (458, 1343, 624, 1367)
editorial-paragraph: Δεν φανταζόμεθα ότι θα ανέχεται κανείς την κατάργησιν του ιδρύματος. Το Αρσάκειον Πατρών αποτελεί την κυριωτέραν φιλεκπαιδευτικήν προσπάθειαν της Ελληνικής Επαιρείας και προσφέρει μεγάλας υπηρεσίας εις τον τόπον. (28, 246, 304, 324)
ad-body: Διά του ιδίου 1317, υπό αριθμόν Υπουργείου Εθνικής Οικονομίας προνομίου, παρέχεται η δυνατότης θεραπείας της κήλης άνευ εγχειρήσεως. (322, 1893, 760, 1932)
bank-line: βραχυπροθέσμους ΕΜΠΟΡΙΚΗΣ ΦΥΣΕΩΣ (350, 339, 512, 369)
editorial-paragraph: Τα αστυνομικά μέτρα της προστασίας των ασθενών και της ησυχίας των κλινικών είναι απολύτως αναγκαία. Ολίγον μετά το μεσονύκτιον και κατά τας πρώτας πρωϊνάς ώρας, αι θορυβώδεις διαβάσεις ενοχλούν τους πάσχοντας. (28, 402, 304, 480)
bank-line: εργασίας (400, 369, 462, 384)
venereal-clinic-ad (788, 1850, 1186, 2010)
story-text: Ο κ. Ιταλός πρεσβευτής εξέφρασε την ευχαρίστησιν της Ιταλικής Κυβερνήσεως. Ακολούθως ο Ιταλός επιβάτης εξήλθον και το υδροπλάνον ανεχώρησε μετά των επιβατών διά Κωνσταντινούπολιν. Η ώρα της αναχωρήσεως ήτο 11 1/2 π. μ. Η πτήσις ήτο ευχάριστος και η κοινή γνώμη υπεδέχθη με ενθουσιασμόν το γεγονός. (1048, 826, 1308, 930)
ad-line: απαραμιλλον (474, 1468, 608, 1483)
bank-line: ΔΙΕΥΚΟΛΥΝΕΙ ΔΙΑ ΧΟΡΗΓΗΣΕΩΝ (334, 321, 528, 335)
bank-title: ΕΘΝΙΚΗ ΤΡΑΠΕΖΑ ΤΗΣ ΕΛΛΑΔΟΣ (343, 955, 519, 985)
auction-notice-continued: ΕΙΣΤΗΝΟΔΟΝΣΤΑΔΙΟΥΑΡΙΘΜΟΣΕΠΙΦΑΝΕΙΑΣΤΕΤΡΑΓΩΝΙΚΩΝΜΕΤΡΩΝΣΥΝΟΡΕΥΟΝΒΟΡΕΙΩΣΜΕΙΔΙΟΚΤΗΣΙΑΝΚΛΗΡΟΝΟΜΩΝΝΟΤΙΩΣΜΕΤΗΝΟΔΟΝΑΝΑΤΟΛΙΚΩΣΜΕΟΙΚΙΑΝΚΑΙΔΥΤΙΚΩΣΜΕΟΙΚΟΠΕΔΟΝΤΟΥΔΗΜΟΥΕΦΟΥΚΕΙΤΑΙΟΙΚΙΑΔΙΩΡΟΦΟΣΑΠΟΤΕΛΟΥΜΕΝΗΕΚΔΩΜΑΤΙΩΝΜΑΓΕΙΡΕΙΟΥΚΑΙΛΟΙΠΩΝΒΟΗΘΗΤΙΚΩΝΧΩΡΩΝΜΕΤΑΤΩΝΣΥΣΤΑΤΙΚΩΝΚΑΙΠΑΡΑΡΤΗΜΑΤΩΝΗΠΡΩΤΗΠΡΟΣΦΟΡΑΟΡΙΖΕΤΑΙΕΙΣΔΡΑΧΜΑΣΚΑΙΟΥΠΕΡΘΕΜΑΤΙΣΤΗΣΥΠΟΧΡΕΟΥΤΑΙΝΑΚΑΤΑΒΑΛΗΤΟΠΛΕΙΣΤΗΡΙΑΣΜΑΕΝΤΟΣΤΡΙΩΝΗΜΕΡΩΝΑΠΟΤΗΣΚΑΤΑΚΥΡΩΣΕΩΣΕΙΣΤΟΤΑΜΕΙΟΝΠΑΡΑΚΑΤΑΘΗΚΩΝΚΑΙΔΑΝΕΙΩΝΔΙΑΛΟΓΑΡΙΑΣΜΟΝΤΟΥΔΙΚΑΙΟΥΧΟΥΣΥΜΦΩΝΩΣΠΡΟΣΤΑΣΔΙΑΤΑΞΕΙΣΤΟΥΝΟΜΟΥΑΠΟΦΑΣΙΣΤΟΥΠΡΩΤΟΔΙΚΕΙΟΥΑΘΗΝΩΝΕΠΙΔΟΘΕΙΣΑΝΑΝΟΜΙΜΩΣΚΑΙΣΥΜΦΩΝΩΣΠΡΟΣΤΗΝΥΠΑΡΙΘΜΟΝΕΠΙΤΑΓΗΝΤΟΥΔΙΚΑΣΤΙΚΟΥΚΛΗΤΗΡΟΣΔΕΥΤΕΡΟΝΑΚΙΝΗΤΟΝΚΕΙΜΕΝΟΝΕΝΤΗΠΕΡΙΦΕΡΕΙΑΤΟΥΔΗΜΟΥΑΘΗΝΑΙΩΝΘΕΣΙΣΑΜΠΕΛΟΚΗΠΟΙΕΠΙΦΑΝΕΙΑΣΤΕΤΡΑΓΩΝΙΚΩΝΠΗΧΕΩΝΣΥΝΟΡΕΥΟΝΠΑΝΤΑΧΟΘΕΝΜΕΟΔΟΥΣΚΑΙΙΔΙΟΚΤΗΣΙΑΣΚΑΤΑΤΟΚΤΗΜΑΤΟΛΟΓΙΟΝΤΟΥΣΥΜΒΟΛΑΙΟΓΡΑΦΕΙΟΥΚΑΙΟΠΩΣΕΚΤΙΘΕΤΑΙΕΝΤΗΕΚΘΕΣΕΙΕΚΤΙΜΗΣΕΩΣΤΗΣΕΠΙΤΡΟΠΗΣΗΠΡΩΤΗΠΡΟΣΦΟΡΑΟΡΙΖΕΤΑΙΕΙΣΔΡΑΧΜΑΣΟΙΠΛΕΙΟΔΟΤΑΙΟΦΕΙΛΟΥΣΙΝΝΑΚΑΤΑΘΕΣΩΣΙΝΕΓΓΥΗΣΙΝΙΣΗΠΡΟΣΤΟΕΝΑΤΡΙΤΟΝΤΗΣΠΡΩΤΗΣΠΡΟΣΦΟΡΑΣΕΙΣΧΡΗΜΑΤΑΗΓΡΑΜΜΑΤΙΑΤΟΥΤΑΜΕΙΟΥΠΑΡΑΚΑΤΑΘΗΚΩΝΚΑΙΔΑΝΕΙΩΝΟΠΛΕΙΣΤΗΡΙΑΣΜΟΣΘΑΕΝΕΡΓΗΘΗΔΙΑΦΑΝΕΡΑΣΠΡΟΦΟΡΙΚΗΣΜΕΙΟΔΟΣΙΑΣΕΝΩΠΙΟΝΤΟΥΣΥΜΒΟΛΑΙΟΓΡΑΦΟΥΚΑΙΤΩΝΜΑΡΤΥΡΩΝΤΟΠΛΕΙΣΤΗΡΙΑΣΜΑΔΕΟΝΝΑΚΑΤΑΒΛΗΘΗΟΛΟΚΛΗΡΟΝΕΝΤΟΣΤΗΣΤΑΧΘΕΙΣΗΣΠΡΟΘΕΣΜΙΑΣΑΛΛΩΣΟΠΛΕΙΣΤΗΡΙΑΣΜΟΣΕΠΑΝΑΛΑΜΒΑΝΕΤΑΙΜΕΕΥΘΥΝΗΝΤΟΥΥΠΕΡΘΕΜΑΤΙΣΤΟΥΚΑΙΕΠΙΒΑΡΥΝΣΕΙΑΥΤΟΥΔΙΑΤΗΝΔΙΑΦΟΡΑΝΤΟΥΤΙΜΗΜΑΤΟΣΕΝΑΘΗΝΑΙΣΤΗΤΡΙΑΚΟΣΤΗΠΡΩΤΗΙΟΥΛΙΟΥΧΙΛΙΟΣΤΟΥΕΝΝΕΑΚΟΣΙΟΣΤΟΥΕΙΚΟΣΤΟΥΕΚΤΟΥΕΤΟΥΣΑΠΑΝΤΑΤΑΣΧΕΤΙΚΑΕΓΓΡΑΦΑΚΑΤΑΤΕΘΕΙΜΕΝΑΕΙΣΤΟΓΡΑΦΕΙΟΝΤΟΥΣΥΜΒΟΛΑΙΟΓΡΑΦΟΥΟΠΟΥΟΙΒΟΥΛΟΜΕΝΟΙΔΥΝΑΝΤΑΙΝΑΛΑΒΩΣΙΓΝΩΣΙΝΚΑΘΕΚΑΣΤΗΝΚΑΤΑΤΑΣΕΡΓΑΣΙΜΟΥΣΩΡΑΣ Ο Συμβολαιογράφος (1202, 1158, 1580, 1567)
ad-title: ΒΑΦΗ ΤΡΙΧΩΝ (140, 998, 258, 1014)
ad-footer: Αντιπρόσωπος δια την Ελλάδα: Ελευθερίου Α. ΠΡΟΜΠΟΝΑ (353, 2127, 729, 2140)
paper-title: ΕΜΠΡΟΣ (28, 30, 304, 82)
column-rule (554, 30, 555, 1210)
auction-notice (1318, 750, 1580, 1150)
ad-line: ΟΙΝΟΙ ΕΙΣ ΦΙΑΛΑΣ (444, 1381, 638, 1402)
column-kicker: ΚΟΙΝΩΝΙΚΑ (558, 116, 770, 135)
ad-line: ΒΕΡΜΟΥΤ εκ παλαιού Μοσχάτου οίνου (417, 1416, 665, 1429)
commercial-bank-ad (312, 625, 550, 940)
story-text: Εις την Ιταλικήν του Βασιλικού Φαλήρου ετελέσθη χθες το πρωί τα εγκαίνια της αεροπορικής συγκοινωνίας Βρινδισίου-Αθηνών-Κωνσταντινουπόλεως. Ήδη η εταιρία καθίσταται η πρώτη εις την ίδρυσιν τακτικής γραμμής μεταξύ Ιταλίας και Ανατολής. Εις τας 8 1/2 π. μ. ήρχισαν η προσέλευσις των επισήμων. Το πρώτον υδροπλάνον αφίχθη εκ Βρινδισίου φέρον τον Ιταλόν πρεσβευτήν και ανωτέρους αξιωματικούς. Ολίγον αργότερον προσήλθον ο πρωθυπουργός και οι υπουργοί. (778, 826, 1040, 969)
column-rule (1195, 1150, 1196, 2180)
page-number: 3 (1548, 4, 1560, 24)
story-subheading: ΤΑ ΑΥΘΑΙΡΕΤΑ ΤΙΜΟΛΟΓΙΑ (986, 1195, 1190, 1210)
ad-line: ΠΩΛΟΥΝΤΑΙ ΕΙΣ ΟΛΑ ΤΑ ΚΕΝΤΡΑ ΚΑΤΑΝΑΛΩΣΕΩΣ (351, 1483, 731, 1498)
ad-title: ΝΕΑΙ ΘΕΡΑΠΕΙΑΙ (600, 566, 729, 581)
month: ΑΥΓΟΥΣΤΟΥ (88, 156, 244, 180)
doctor-role: Συφιλιδολόγος-Ουρολόγος Γυναικολόγος (590, 756, 740, 782)
story-column: Ο κ. Ιταλός πρεσβευτής εξέφρασε την ευχαρίστησιν της Ιταλικής Κυβερνήσεως. Ακολούθως ο Ιταλός επιβάτης εξήλθον και το υδροπλάνον ανεχώρησε μετά των επιβατών διά Κωνσταντινούπολιν. Η ώρα της αναχωρήσεως ήτο 11 1/2 π. μ. Η πτήσις ήτο ευχάριστος και η κοινή γνώμη υπεδέχθη με ενθουσιασμόν το γεγονός. ΟΤΑΞΙΔΙΩΤΗΣΘΑΧΡΕΙΑΖΕΤΑΙΜΟΝΟΝΟΛΙΓΑΣΩΡΑΣΔΙΑΝΑΦΘΑΣΗΑΠΟΤΟΒΡΙΝΔΙΣΙΟΝΕΙΣΤΑΣΑΘΗΝΑΣΚΑΙΑΠΟΤΑΣΑΘΗΝΑΣΕΙΣΤΗΝΚΩΝΣΤΑΝΤΙΝΟΥΠΟΛΙΝΔΙΑΤΗΣΝΕΑΣΓΡΑΜΜΗΣΗΟΠΟΙΑΘΑΛΕΙΤΟΥΡΓΗΚΑΘΗΜΕΡΙΝΩΣΚΑΘΟΛΟΝΤΟΘΕΡΟΣ (1048, 826, 1308, 984)
headline: Η ΒΟΥΛΓΑΡΙΑ ΚΑΙ ΤΑ ΣΟΒΙΕΤ (901, 199, 1457, 238)
notice-heading: Περίληψις Προγράμματος Πλειστηριασμού (79, 724, 253, 755)
ad-headline: άνευ εγχειρήσεως (357, 1722, 725, 1768)
section-heading: ΙΑΤΡΟΙ (639, 139, 689, 153)
doctor-description: Νέαι της Συφιλιδολογίας θεραπείαι διά του Salvarsan, του Bismuth και του Neosalvarsan. Ουρολογία: καθετηριασμός, κυστεοσκοπία. Δέχεται εκάστην 10-12 π.μ. και 4-8 μ.μ. (568, 786, 762, 864)
